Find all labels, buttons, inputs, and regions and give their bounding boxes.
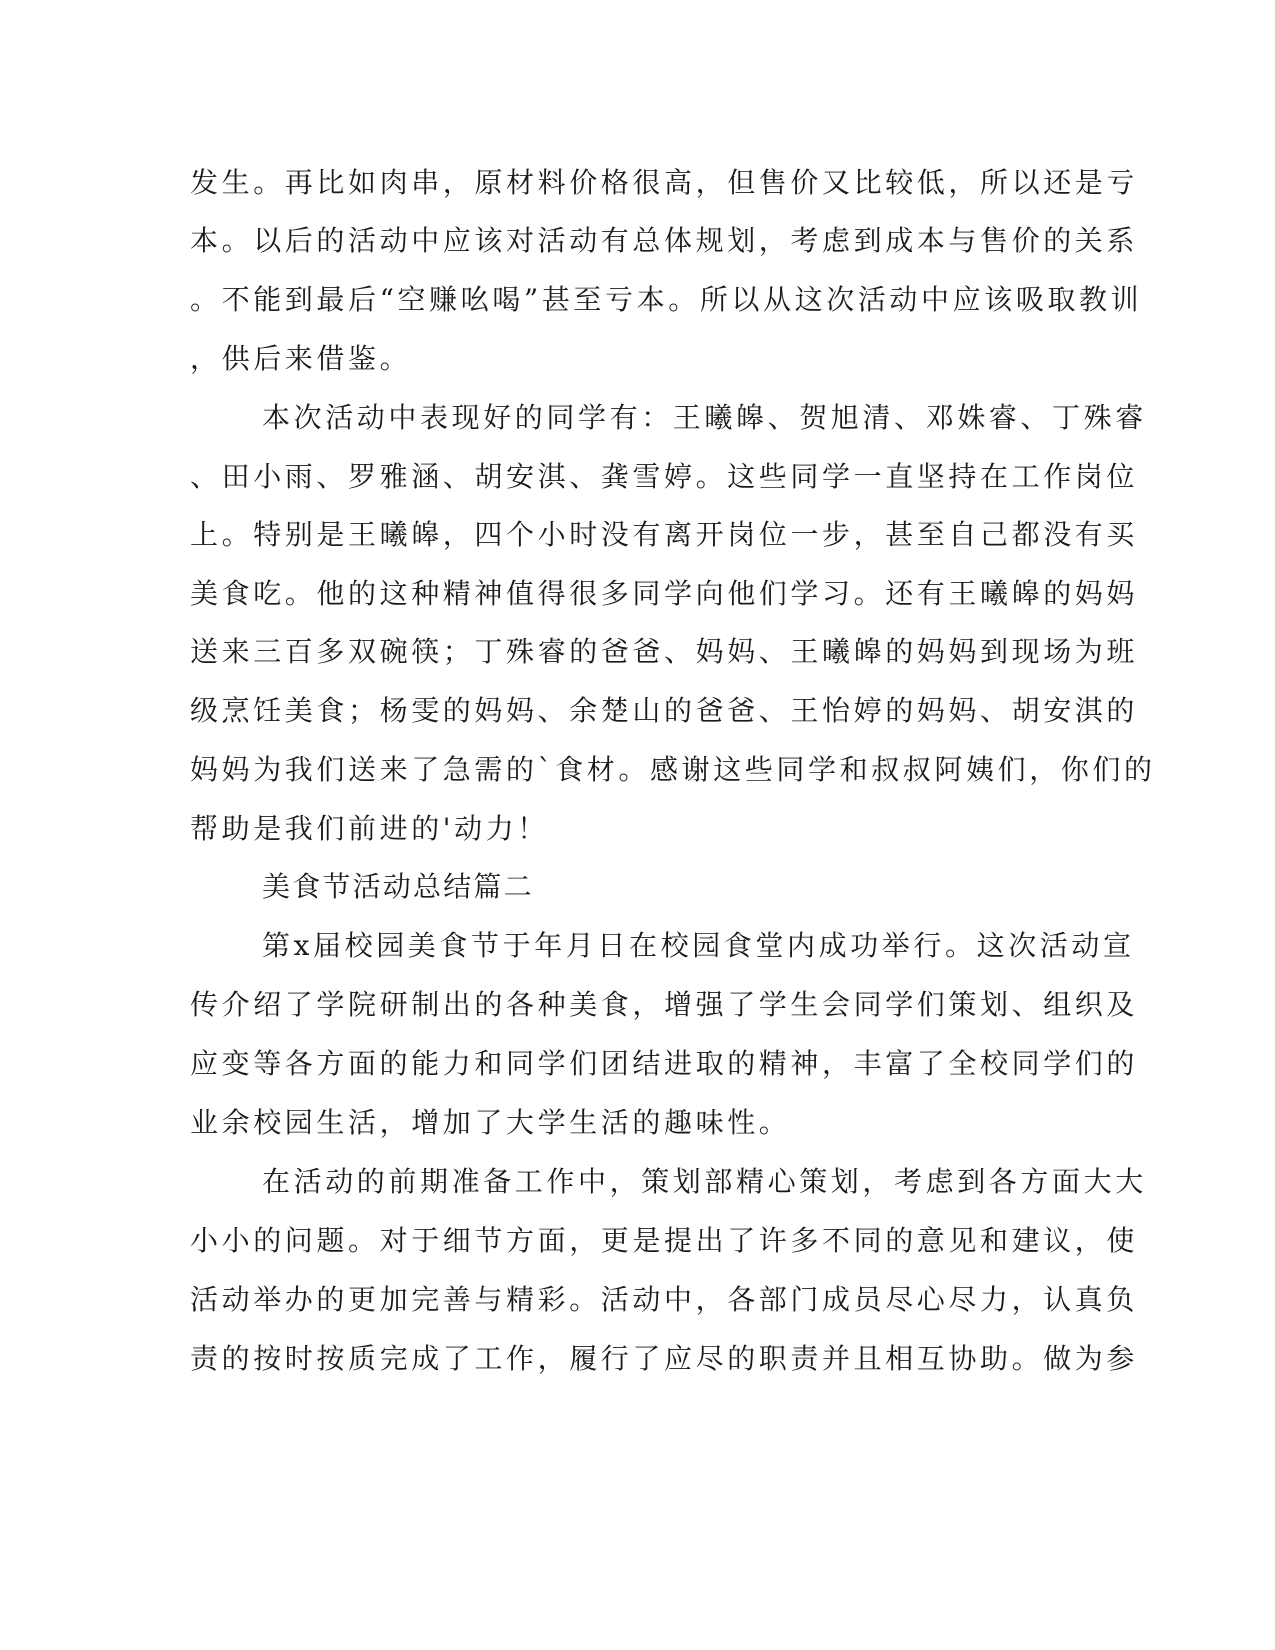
text-line: 。不能到最后“空赚吆喝”甚至亏本。所以从这次活动中应该吸取教训 — [190, 283, 1143, 316]
text-line: 业余校园生活，增加了大学生活的趣味性。 — [190, 1106, 791, 1139]
text-line: 责的按时按质完成了工作，履行了应尽的职责并且相互协助。做为参 — [190, 1342, 1139, 1375]
text-line: 帮助是我们前进的'动力！ — [190, 812, 549, 845]
text-line: 发生。再比如肉串，原材料价格很高，但售价又比较低，所以还是亏 — [190, 166, 1139, 199]
text-line: 本。以后的活动中应该对活动有总体规划，考虑到成本与售价的关系 — [190, 224, 1139, 257]
paragraph-first-line: 在活动的前期准备工作中，策划部精心策划，考虑到各方面大大 — [262, 1165, 1147, 1198]
paragraph-first-line: 本次活动中表现好的同学有：王曦皞、贺旭清、邓姝睿、丁殊睿 — [262, 401, 1147, 434]
text-line: 应变等各方面的能力和同学们团结进取的精神，丰富了全校同学们的 — [190, 1047, 1139, 1080]
text-line: 、田小雨、罗雅涵、胡安淇、龚雪婷。这些同学一直坚持在工作岗位 — [190, 460, 1139, 493]
text-line: 送来三百多双碗筷；丁殊睿的爸爸、妈妈、王曦皞的妈妈到现场为班 — [190, 635, 1139, 668]
text-line: 美食吃。他的这种精神值得很多同学向他们学习。还有王曦皞的妈妈 — [190, 577, 1139, 610]
text-line: ，供后来借鉴。 — [190, 342, 412, 375]
text-line: 小小的问题。对于细节方面，更是提出了许多不同的意见和建议，使 — [190, 1224, 1139, 1257]
text-line: 上。特别是王曦皞，四个小时没有离开岗位一步，甚至自己都没有买 — [190, 518, 1139, 551]
text-line: 级烹饪美食；杨雯的妈妈、余楚山的爸爸、王怡婷的妈妈、胡安淇的 — [190, 694, 1139, 727]
section-heading: 美食节活动总结篇二 — [262, 870, 534, 903]
text-line: 妈妈为我们送来了急需的`食材。感谢这些同学和叔叔阿姨们，你们的 — [190, 753, 1156, 786]
paragraph-first-line: 第x届校园美食节于年月日在校园食堂内成功举行。这次活动宣 — [262, 929, 1135, 962]
text-line: 活动举办的更加完善与精彩。活动中，各部门成员尽心尽力，认真负 — [190, 1283, 1139, 1316]
text-line: 传介绍了学院研制出的各种美食，增强了学生会同学们策划、组织及 — [190, 988, 1139, 1021]
